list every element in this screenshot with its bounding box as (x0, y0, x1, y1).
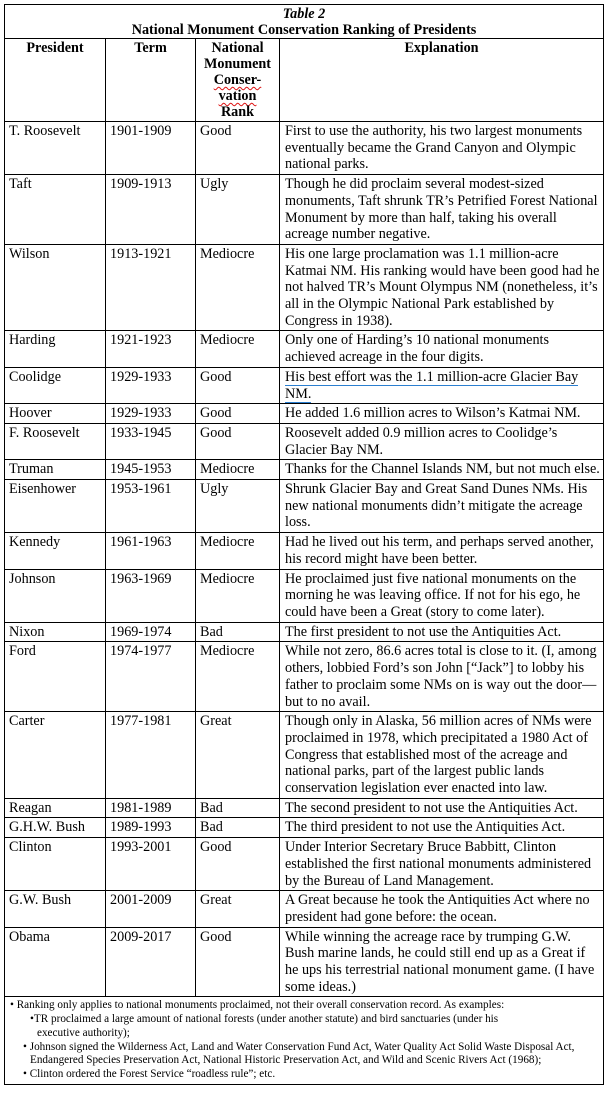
footnote-item: • Johnson signed the Wilderness Act, Land and Water Conservation Fund Act, Water Quality Act Solid Waste Disposal Act, Endangered Species Preservation Act, National Historic Preservation Act, and Wild and Scenic Rivers Act (1968); (23, 1040, 575, 1067)
president-text: Kennedy (9, 534, 61, 551)
table-row (5, 460, 604, 480)
rank-text: Good (200, 123, 232, 139)
president-cell (5, 423, 106, 459)
explanation-cell (280, 818, 604, 838)
rank-cell (196, 404, 280, 424)
table-row (5, 838, 604, 891)
explanation-text: Under Interior Secretary Bruce Babbitt, Clinton established the first national monuments administered by the Bureau of Land Management. (285, 839, 592, 889)
president-cell (5, 818, 106, 838)
term-text: 1929-1933 (110, 405, 172, 422)
president-text: Harding (9, 332, 56, 349)
term-cell (106, 712, 196, 799)
explanation-text: First to use the authority, his two largest monuments eventually became the Grand Canyon and Olympic national parks. (285, 123, 583, 173)
term-text: 1974-1977 (110, 643, 172, 660)
explanation-text: The second president to not use the Antiquities Act. (285, 799, 578, 816)
explanation-text: Shrunk Glacier Bay and Great Sand Dunes NMs. His new national monuments didn’t mitigate the acreage loss. (285, 481, 588, 531)
explanation-text: Had he lived out his term, and perhaps served another, his record might have been better. (285, 534, 594, 567)
footnote-intro: • Ranking only applies to national monuments proclaimed, not their overall conservation record. As examples: (10, 999, 505, 1012)
president-cell (5, 569, 106, 622)
president-text: Carter (9, 713, 45, 730)
footnote-cell (5, 997, 604, 1084)
president-cell (5, 891, 106, 927)
explanation-cell (280, 712, 604, 799)
term-cell (106, 175, 196, 245)
header-president: President (5, 39, 106, 122)
president-text: Taft (9, 176, 32, 193)
term-cell (106, 569, 196, 622)
term-cell (106, 798, 196, 818)
table-row (5, 331, 604, 367)
rank-cell (196, 331, 280, 367)
table-row (5, 891, 604, 927)
table-row (5, 244, 604, 331)
term-text: 2009-2017 (110, 928, 172, 945)
term-cell (106, 533, 196, 569)
footnote-row (5, 997, 604, 1084)
table-row (5, 927, 604, 997)
term-text: 1977-1981 (110, 713, 172, 730)
document-page (4, 4, 603, 1085)
explanation-text: He added 1.6 million acres to Wilson’s Katmai NM. (285, 405, 581, 422)
president-text: Johnson (9, 570, 56, 587)
rank-text: Good (200, 368, 232, 385)
president-cell (5, 622, 106, 642)
header-rank (196, 39, 280, 122)
explanation-cell (280, 838, 604, 891)
term-text: 1993-2001 (110, 839, 172, 856)
header-rank-line: Rank (220, 104, 255, 120)
explanation-cell (280, 460, 604, 480)
term-cell (106, 480, 196, 533)
term-cell (106, 642, 196, 712)
president-text: Hoover (9, 405, 52, 422)
explanation-text: While not zero, 86.6 acres total is close to it. (I, among others, lobbied Ford’s son John [“Jack”] to lobby his father to proclaim some NMs on is way out the door—but to no avail. (285, 643, 597, 710)
header-rank-line: Monument (204, 56, 271, 72)
president-cell (5, 175, 106, 245)
explanation-cell (280, 423, 604, 459)
explanation-text: His best effort was the 1.1 million-acre Glacier Bay NM. (285, 368, 579, 402)
rank-text: Great (200, 892, 232, 909)
table-row (5, 569, 604, 622)
term-cell (106, 818, 196, 838)
term-text: 1901-1909 (110, 123, 172, 139)
rank-text: Mediocre (200, 245, 255, 262)
explanation-text: Thanks for the Channel Islands NM, but not much else. (285, 461, 600, 478)
explanation-text: Only one of Harding’s 10 national monuments achieved acreage in the four digits. (285, 332, 550, 366)
rank-text: Ugly (200, 176, 229, 193)
explanation-text: The first president to not use the Antiquities Act. (285, 623, 562, 640)
president-cell (5, 404, 106, 424)
explanation-cell (280, 331, 604, 367)
rank-cell (196, 367, 280, 403)
president-text: Nixon (9, 623, 45, 640)
table-caption-row (5, 5, 604, 39)
president-text: Wilson (9, 245, 50, 262)
rank-cell (196, 818, 280, 838)
table-row (5, 533, 604, 569)
rank-text: Ugly (200, 481, 229, 498)
explanation-text: He proclaimed just five national monuments on the morning he was leaving office. If not for his ego, he could have been a Great (story to come later). (285, 570, 581, 620)
president-cell (5, 838, 106, 891)
president-text: T. Roosevelt (9, 123, 81, 139)
term-cell (106, 622, 196, 642)
president-text: Clinton (9, 839, 52, 856)
explanation-text: Though only in Alaska, 56 million acres of NMs were proclaimed in 1978, which precipitated a 1980 Act of Congress that established most of the acreage and national parks, part of the largest public lands conservation legislation ever enacted into law. (285, 713, 592, 797)
term-text: 1981-1989 (110, 799, 172, 816)
term-cell (106, 460, 196, 480)
footnote-text: executive authority); (37, 1026, 130, 1039)
term-text: 1909-1913 (110, 176, 172, 193)
rank-text: Mediocre (200, 570, 255, 587)
rank-cell (196, 244, 280, 331)
president-text: G.H.W. Bush (9, 819, 85, 836)
rank-cell (196, 480, 280, 533)
rank-text: Mediocre (200, 534, 255, 551)
explanation-text: Though he did proclaim several modest-sized monuments, Taft shrunk TR’s Petrified Forest National Monument by more than half, taking his overall acreage number negative. (285, 176, 598, 243)
president-cell (5, 244, 106, 331)
explanation-cell (280, 622, 604, 642)
term-cell (106, 404, 196, 424)
president-cell (5, 798, 106, 818)
term-cell (106, 367, 196, 403)
table-title: Table 2 (282, 6, 326, 22)
term-cell (106, 423, 196, 459)
rank-cell (196, 927, 280, 997)
rank-cell (196, 642, 280, 712)
table-row (5, 122, 604, 175)
president-text: Eisenhower (9, 481, 76, 498)
table-row (5, 175, 604, 245)
explanation-cell (280, 569, 604, 622)
rank-cell (196, 838, 280, 891)
president-cell (5, 480, 106, 533)
president-text: Ford (9, 643, 36, 660)
term-text: 1945-1953 (110, 461, 172, 478)
explanation-text: Roosevelt added 0.9 million acres to Coolidge’s Glacier Bay NM. (285, 424, 558, 458)
rank-text: Mediocre (200, 461, 255, 478)
rank-cell (196, 122, 280, 175)
rank-text: Good (200, 405, 232, 422)
president-cell (5, 460, 106, 480)
rank-cell (196, 569, 280, 622)
rank-text: Good (200, 839, 232, 856)
term-text: 1929-1933 (110, 368, 172, 385)
rank-cell (196, 798, 280, 818)
rank-cell (196, 712, 280, 799)
president-cell (5, 712, 106, 799)
rank-cell (196, 891, 280, 927)
term-text: 1913-1921 (110, 245, 172, 262)
table-row (5, 622, 604, 642)
header-term: Term (106, 39, 196, 122)
table-row (5, 367, 604, 403)
explanation-cell (280, 533, 604, 569)
rank-text: Bad (200, 819, 223, 836)
explanation-cell (280, 367, 604, 403)
rank-cell (196, 175, 280, 245)
term-text: 1933-1945 (110, 424, 172, 441)
term-cell (106, 331, 196, 367)
table-row (5, 404, 604, 424)
explanation-text: The third president to not use the Antiquities Act. (285, 819, 566, 836)
rank-cell (196, 533, 280, 569)
rank-text: Good (200, 928, 232, 945)
explanation-cell (280, 891, 604, 927)
term-cell (106, 122, 196, 175)
explanation-cell (280, 404, 604, 424)
explanation-text: His one large proclamation was 1.1 million-acre Katmai NM. His ranking would have been good had he not halved TR’s Mount Olympus NM (nonetheless, it’s all in the Olympic National Park established by Congress in 1938). (285, 245, 600, 329)
rank-text: Bad (200, 799, 223, 816)
rank-text: Bad (200, 623, 223, 640)
table-row (5, 818, 604, 838)
term-cell (106, 891, 196, 927)
president-text: Coolidge (9, 368, 62, 385)
term-text: 1963-1969 (110, 570, 172, 587)
explanation-cell (280, 480, 604, 533)
term-text: 1989-1993 (110, 819, 172, 836)
explanation-text: While winning the acreage race by trumping G.W. Bush marine lands, he could still end up as a Great if he ups his terrestrial national monument game. (I have some ideas.) (285, 928, 595, 995)
president-text: G.W. Bush (9, 892, 72, 909)
explanation-cell (280, 244, 604, 331)
rank-text: Good (200, 424, 232, 441)
explanation-cell (280, 175, 604, 245)
president-text: Truman (9, 461, 54, 478)
president-cell (5, 331, 106, 367)
explanation-cell (280, 122, 604, 175)
explanation-cell (280, 798, 604, 818)
term-text: 1969-1974 (110, 623, 172, 640)
rank-cell (196, 622, 280, 642)
table-subtitle: National Monument Conservation Ranking of Presidents (131, 22, 477, 38)
table-row (5, 712, 604, 799)
explanation-cell (280, 642, 604, 712)
rank-text: Mediocre (200, 643, 255, 660)
explanation-cell (280, 927, 604, 997)
table-caption (5, 5, 604, 39)
header-row (5, 39, 604, 122)
footnote-item (8, 1013, 600, 1040)
table-row (5, 423, 604, 459)
term-cell (106, 838, 196, 891)
president-cell (5, 927, 106, 997)
table-row (5, 642, 604, 712)
term-text: 1961-1963 (110, 534, 172, 551)
president-text: Obama (9, 928, 50, 945)
term-text: 1953-1961 (110, 481, 172, 498)
president-cell (5, 533, 106, 569)
footnote-text: •TR proclaimed a large amount of national forests (under another statute) and bird sanctuaries (under his (30, 1013, 499, 1026)
president-text: F. Roosevelt (9, 424, 80, 441)
president-cell (5, 122, 106, 175)
president-ranking-table (4, 4, 604, 1085)
president-cell (5, 367, 106, 403)
explanation-text: A Great because he took the Antiquities Act where no president had gone before: the ocean. (285, 892, 590, 925)
rank-cell (196, 423, 280, 459)
term-cell (106, 927, 196, 997)
header-rank-line: National (211, 40, 264, 56)
table-row (5, 480, 604, 533)
term-text: 2001-2009 (110, 892, 172, 909)
term-cell (106, 244, 196, 331)
rank-text: Mediocre (200, 332, 255, 349)
president-text: Reagan (9, 799, 52, 816)
footnote-item: • Clinton ordered the Forest Service “roadless rule”; etc. (23, 1067, 276, 1080)
header-rank-line: Conser- (213, 72, 262, 88)
header-explanation: Explanation (280, 39, 604, 122)
rank-cell (196, 460, 280, 480)
term-text: 1921-1923 (110, 332, 172, 349)
rank-text: Great (200, 713, 232, 730)
table-row (5, 798, 604, 818)
header-rank-line: vation (218, 88, 257, 104)
president-cell (5, 642, 106, 712)
